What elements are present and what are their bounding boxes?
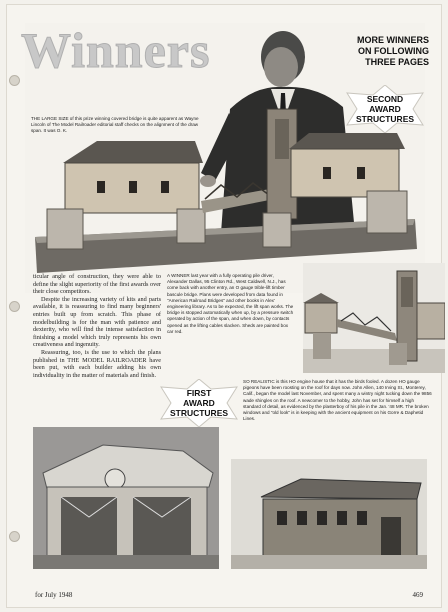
second-award-tag (345, 85, 425, 133)
body-text (33, 273, 161, 379)
engine-house-exterior-photo (231, 459, 427, 569)
body-paragraph: Reassuring, too, is the use to which the plans published in THE MODEL RAILROADER have been put, with each builder adding his own individuality in the matter of materials and finish. (33, 348, 161, 379)
page-number: 469 (412, 591, 423, 599)
bascule-bridge-photo (303, 263, 445, 373)
binder-hole (9, 531, 20, 542)
first-award-tag (159, 379, 239, 427)
headline: Winners (21, 22, 211, 78)
winner-caption: A WINNER last year with a fully operating pile driver, Alexander Dallas, 95 Clinton Rd., West Caldwell, N.J., has come back with another entry, an O gauge trible-lift timber bascule bridge. Plans were developed from data found in "American Railroad Bridges" and other books in Alex' engineering library. As to be expected, the lift span works. The bridge is stopped automatically when up, by a pressure switch operated by action of the span, and when down, by contacts opened as the lifting cables slacken. Sheds are painted box car red. (167, 273, 294, 334)
issue-date: for July 1948 (35, 591, 73, 599)
body-paragraph: Despite the increasing variety of kits and parts available, it is reassuring to find many beginners' entries built up from scratch. This phase of modelbuilding is for the man with patience and dexterity, who will find the intense satisfaction in finishing a model which truly represents his own creativeness and ingenuity. (33, 295, 161, 349)
top-photo-caption: THE LARGE SIZE of this prize winning covered bridge is quite apparent as Wayne Lincoln of The Model Railroader editorial staff checks on the alignment of the draw span. It was O. K. (31, 116, 199, 134)
engine-house-caption: SO REALISTIC is this HO engine house that it has the birds fooled. A dozen HO gauge pigeons have been roosting on the roof for days now. John Allen, 140 Irving St., Monterey, Calif., began the model last November, and spent many a wintry night tucking down the 9856 wade shingles on the roof. A newcomer to the hobby, John has set for himself a high standard of detail, as evidenced by the plasterboy of his pile in the Jan. '48 MR. The broken windows and "old look" is in keeping with the ancient equipment on his Gorre & Daphetid Lines. (243, 379, 432, 422)
engine-house-photo (33, 427, 219, 569)
second-award-label: SECOND AWARD STRUCTURES (355, 94, 415, 124)
first-award-label: FIRST AWARD STRUCTURES (169, 388, 229, 418)
magazine-page (6, 4, 442, 608)
more-winners-note: MORE WINNERS ON FOLLOWING THREE PAGES (357, 35, 429, 67)
body-paragraph: ticular angle of construction, they were able to define the slight superiority of the first awards over their close competitors. (33, 273, 161, 296)
binder-hole (9, 301, 20, 312)
binder-hole (9, 75, 20, 86)
